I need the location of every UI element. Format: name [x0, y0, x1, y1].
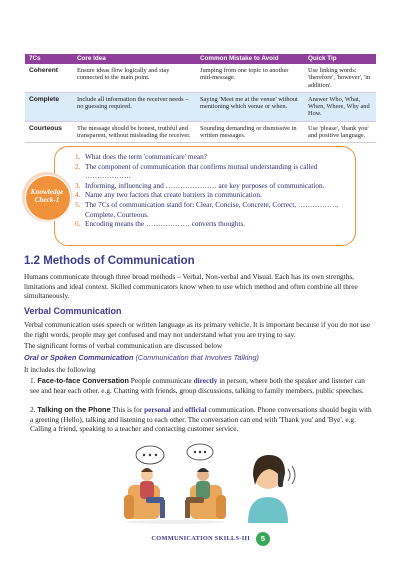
oral-subtitle: (Communication that Involves Talking): [135, 353, 259, 362]
table-cell-idea: Include all information the receiver needs – no guessing required.: [73, 92, 196, 121]
list-item: 4. Name any two factors that create barriers in communication.: [75, 190, 262, 200]
table-cell-tip: Use linking words: 'therefore', 'however', 'in addition'.: [304, 64, 376, 92]
phone-icon: [278, 471, 283, 487]
section-heading: [24, 255, 195, 267]
knowledge-check-list: [75, 152, 343, 229]
table-header-cell: Core Idea: [73, 54, 196, 64]
list-item: 3. Informing, influencing and ………………… are key purposes of communication.: [75, 180, 325, 190]
table-header-row: [25, 54, 376, 64]
person-body: [196, 481, 210, 499]
list-item: 2. The component of communication that confirms mutual understanding is called ……………….: [75, 162, 343, 181]
question-text: What does the term 'communicare' mean?: [85, 152, 207, 161]
page-footer: [0, 532, 400, 546]
table-cell-term: Complete: [25, 92, 73, 121]
verbal-heading: Verbal Communication: [24, 306, 122, 316]
table-header-cell: 7Cs: [25, 54, 73, 64]
footer-label: COMMUNICATION SKILLS-III: [151, 535, 250, 542]
question-text: The component of communication that confirms mutual understanding is called ……………….: [85, 161, 318, 181]
table-cell-mistake: Jumping from one topic to another mid-message.: [196, 64, 304, 92]
person-body: [140, 481, 154, 499]
table-cell-tip: Use 'please', 'thank you' and positive language.: [304, 121, 376, 143]
question-text: The 7Cs of communication stand for: Clear, Concise, Concrete, Correct, ……………., Complete, Courteous.: [85, 199, 339, 219]
page-number: 5: [256, 532, 270, 546]
sound-waves-icon: [288, 466, 295, 484]
question-text: Encoding means the ……………… converts thoughts.: [85, 219, 246, 229]
table-header-cell: Common Mistake to Avoid: [196, 54, 304, 64]
section-intro: Humans communicate through three broad methods – Verbal, Non-verbal and Visual. Each has its own strengths, limitations and ideal context. Skilled communicators know when to use which method and often combine all three simultaneously.: [24, 272, 358, 301]
table-cell-tip: Answer Who, What, When, Where, Why and How.: [304, 92, 376, 121]
badge-line: Knowledge: [30, 188, 64, 196]
oral-heading: [24, 353, 259, 362]
oral-title: Oral or Spoken Communication: [24, 353, 134, 362]
person-body: [248, 497, 288, 523]
section-title: Methods of Communication: [43, 255, 195, 267]
table-cell-term: Coherent: [25, 64, 73, 92]
badge-line: Check-1: [34, 196, 60, 204]
list-item: 5. The 7Cs of communication stand for: Clear, Concise, Concrete, Correct, ……………., Complete, Courteous.: [75, 200, 343, 219]
verbal-para-2: The significant forms of verbal communication are discussed below: [24, 341, 223, 350]
table-row: [25, 64, 376, 92]
table-cell-idea: Ensure ideas flow logically and stay connected to the main point.: [73, 64, 196, 92]
list-item: 6. Encoding means the ……………… converts thoughts.: [75, 219, 246, 229]
section-number: 1.2: [24, 255, 40, 267]
table-row: [25, 121, 376, 143]
phone-call-illustration: [238, 445, 298, 523]
includes-text: It includes the following: [24, 365, 96, 374]
table-cell-mistake: Saying 'Meet me at the venue' without mentioning which venue or when.: [196, 92, 304, 121]
verbal-para-1: Verbal communication uses speech or written language as its primary vehicle. It is important because if you do not use the right words, people may get confused and may not understand what you are trying to say.: [24, 320, 371, 339]
conversation-illustration: [120, 440, 230, 525]
table-cell-term: Courteous: [25, 121, 73, 143]
table-header-cell: Quick Tip: [304, 54, 376, 64]
table-cell-idea: The message should be honest, truthful and transparent, without misleading the receiver.: [73, 121, 196, 143]
list-item-1: 1. Face-to-face Conversation People communicate directly in person, where both the speaker and listener can see and hear each other. e.g. Chatting with friends, group discussions, talking to family members, public speeches.: [30, 376, 365, 395]
knowledge-check-label: [25, 188, 69, 204]
question-text: Informing, influencing and ………………… are key purposes of communication.: [85, 180, 325, 190]
list-item: 1. What does the term 'communicare' mean?: [75, 152, 207, 161]
table-row: [25, 92, 376, 121]
table-cell-mistake: Sounding demanding or dismissive in written messages.: [196, 121, 304, 143]
seven-cs-table: [25, 54, 376, 143]
question-text: Name any two factors that create barriers in communication.: [85, 190, 262, 200]
list-item-2: 2. Talking on the Phone This is for personal and official communication. Phone conversations should begin with a greeting (Hello), talking and listening to each other. The conversation can end with 'Thank you' and 'Bye'. e.g. Calling a friend, speaking to a teacher and contacting customer service.: [30, 405, 372, 434]
